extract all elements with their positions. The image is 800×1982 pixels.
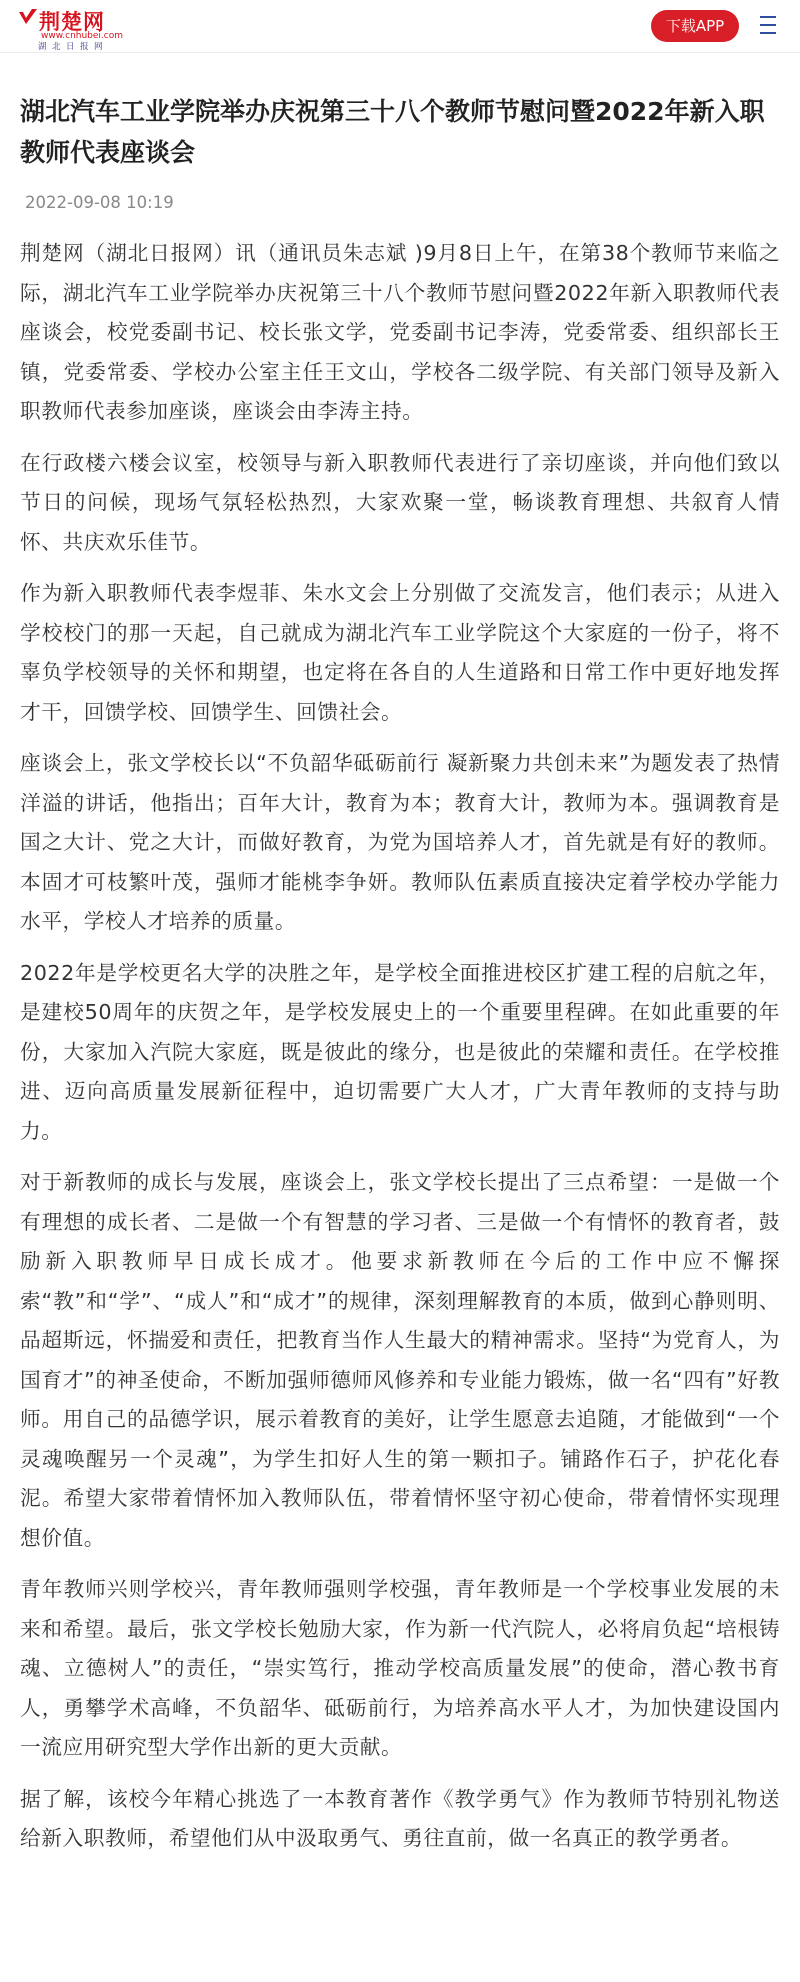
logo-subtitle: 湖北日报网	[38, 42, 109, 52]
article-paragraph: 青年教师兴则学校兴，青年教师强则学校强，青年教师是一个学校事业发展的未来和希望。最后，张文学校长勉励大家，作为新一代汽院人，必将肩负起“培根铸魂、立德树人”的责任，“崇实笃行，推动学校高质量发展”的使命，潜心教书育人，勇攀学术高峰，不负韶华、砥砺前行，为培养高水平人才，为加快建设国内一流应用研究型大学作出新的更大贡献。	[20, 1577, 780, 1759]
site-logo[interactable]	[17, 6, 124, 52]
logo-text: 荆楚网	[39, 9, 105, 34]
article	[0, 91, 800, 1859]
article-paragraph: 座谈会上，张文学校长以“不负韶华砥砺前行 凝新聚力共创未来”为题发表了热情洋溢的讲话，他指出；百年大计，教育为本；教育大计，教师为本。强调教育是国之大计、党之大计，而做好教育，为党为国培养人才，首先就是有好的教师。本固才可枝繁叶茂，强师才能桃李争妍。教师队伍素质直接决定着学校办学能力水平，学校人才培养的质量。	[20, 751, 780, 933]
menu-icon[interactable]	[757, 13, 779, 37]
publish-date: 2022-09-08 10:19	[25, 193, 174, 212]
article-body	[20, 234, 780, 1859]
article-paragraph: 对于新教师的成长与发展，座谈会上，张文学校长提出了三点希望：一是做一个有理想的成长者、二是做一个有智慧的学习者、三是做一个有情怀的教育者，鼓励新入职教师早日成长成才。他要求新教师在今后的工作中应不懈探索“教”和“学”、“成人”和“成才”的规律，深刻理解教育的本质，做到心静则明、品超斯远，怀揣爱和责任，把教育当作人生最大的精神需求。坚持“为党育人，为国育才”的神圣使命，不断加强师德师风修养和专业能力锻炼，做一名“四有”好教师。用自己的品德学识，展示着教育的美好，让学生愿意去追随，才能做到“一个灵魂唤醒另一个灵魂”，为学生扣好人生的第一颗扣子。铺路作石子，护花化春泥。希望大家带着情怀加入教师队伍，带着情怀坚守初心使命，带着情怀实现理想价值。	[20, 1170, 780, 1550]
logo-mark-icon	[17, 6, 39, 30]
article-paragraph: 荆楚网（湖北日报网）讯（通讯员朱志斌 )9月8日上午，在第38个教师节来临之际，湖北汽车工业学院举办庆祝第三十八个教师节慰问暨2022年新入职教师代表座谈会，校党委副书记、校长张文学，党委副书记李涛，党委常委、组织部长王镇，党委常委、学校办公室主任王文山，学校各二级学院、有关部门领导及新入职教师代表参加座谈，座谈会由李涛主持。	[20, 241, 780, 423]
article-title: 湖北汽车工业学院举办庆祝第三十八个教师节慰问暨2022年新入职教师代表座谈会	[20, 97, 765, 167]
article-paragraph: 据了解，该校今年精心挑选了一本教育著作《教学勇气》作为教师节特别礼物送给新入职教师，希望他们从中汲取勇气、勇往直前，做一名真正的教学勇者。	[20, 1786, 780, 1850]
top-bar	[0, 0, 800, 53]
article-paragraph: 2022年是学校更名大学的决胜之年，是学校全面推进校区扩建工程的启航之年，是建校50周年的庆贺之年，是学校发展史上的一个重要里程碑。在如此重要的年份，大家加入汽院大家庭，既是彼此的缘分，也是彼此的荣耀和责任。在学校推进、迈向高质量发展新征程中，迫切需要广大人才，广大青年教师的支持与助力。	[20, 960, 780, 1143]
article-paragraph: 在行政楼六楼会议室，校领导与新入职教师代表进行了亲切座谈，并向他们致以节日的问候，现场气氛轻松热烈，大家欢聚一堂，畅谈教育理想、共叙育人情怀、共庆欢乐佳节。	[20, 450, 780, 554]
logo-domain: www.cnhubei.com	[41, 31, 124, 41]
article-paragraph: 作为新入职教师代表李煜菲、朱水文会上分别做了交流发言，他们表示；从进入学校校门的那一天起，自己就成为湖北汽车工业学院这个大家庭的一份子，将不辜负学校领导的关怀和期望，也定将在各自的人生道路和日常工作中更好地发挥才干，回馈学校、回馈学生、回馈社会。	[20, 581, 780, 724]
download-app-button[interactable]: 下载APP	[651, 10, 739, 42]
